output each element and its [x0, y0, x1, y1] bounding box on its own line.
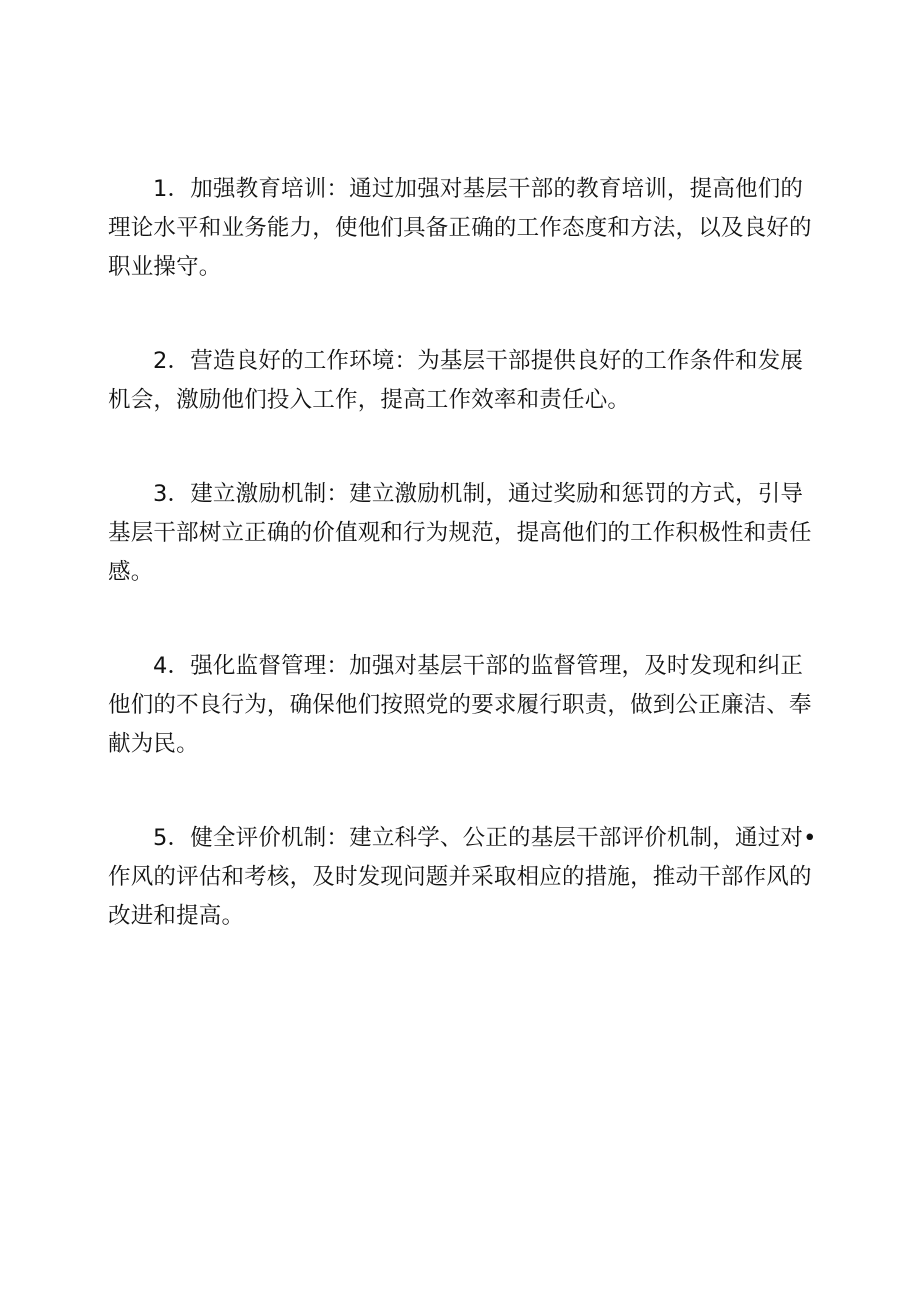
paragraph-3: 3．建立激励机制：建立激励机制，通过奖励和惩罚的方式，引导基层干部树立正确的价值观和行为规范，提高他们的工作积极性和责任感。	[108, 481, 812, 585]
paragraph-2: 2．营造良好的工作环境：为基层干部提供良好的工作条件和发展机会，激励他们投入工作，提高工作效率和责任心。	[108, 348, 804, 413]
document-page	[108, 170, 820, 936]
paragraph-4: 4．强化监督管理：加强对基层干部的监督管理，及时发现和纠正他们的不良行为，确保他们按照党的要求履行职责，做到公正廉洁、奉献为民。	[108, 653, 812, 757]
paragraph-5: 5．健全评价机制：建立科学、公正的基层干部评价机制，通过对•作风的评估和考核，及时发现问题并采取相应的措施，推动干部作风的改进和提高。	[108, 825, 817, 929]
paragraph-1: 1．加强教育培训：通过加强对基层干部的教育培训，提高他们的理论水平和业务能力，使他们具备正确的工作态度和方法，以及良好的职业操守。	[108, 176, 812, 280]
